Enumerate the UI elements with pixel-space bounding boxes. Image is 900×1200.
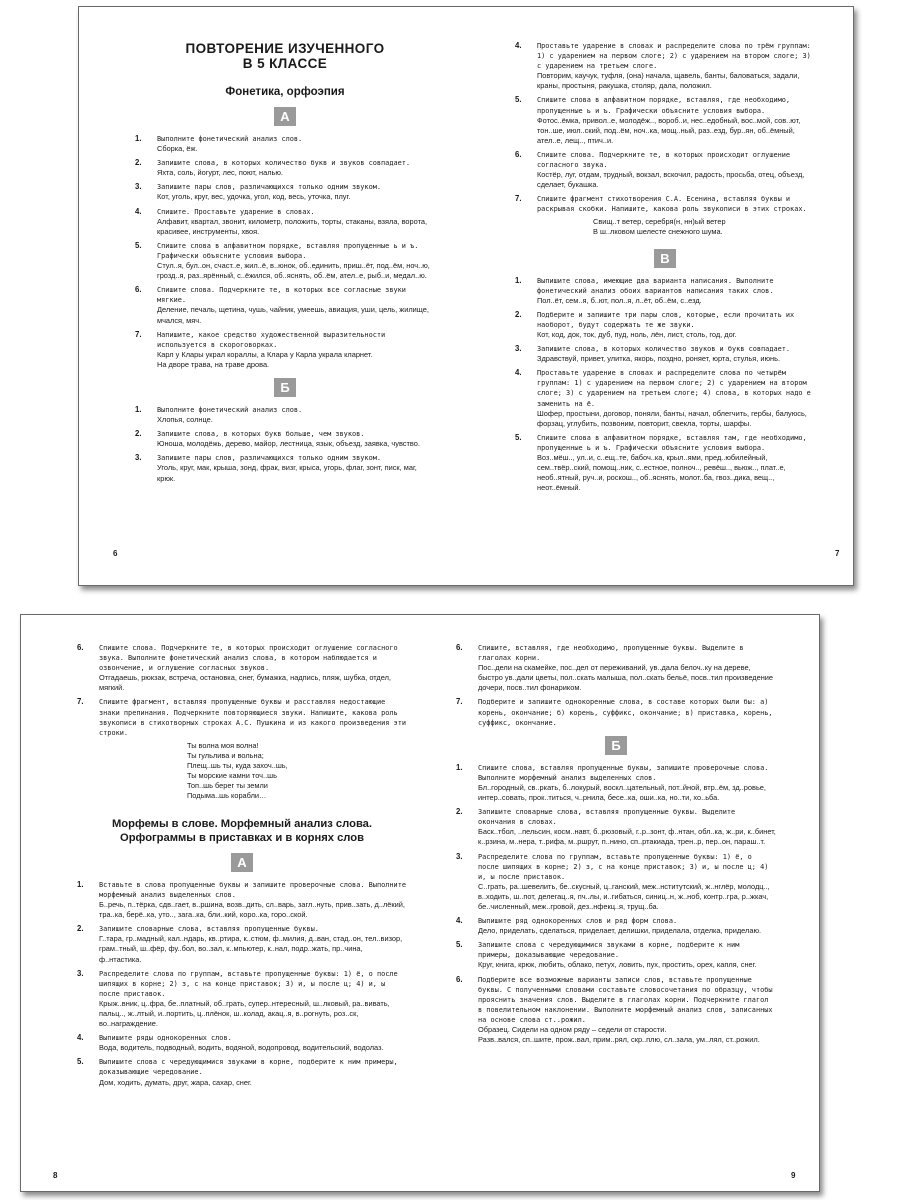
task-item	[456, 916, 776, 936]
task-item	[135, 330, 435, 370]
task-item	[515, 150, 815, 190]
task-instruction: Спишите слова. Подчеркните те, в которых все согласные звуки мягкие.	[157, 286, 406, 305]
task-number: 1.	[135, 404, 142, 414]
level-a-badge: А	[231, 853, 253, 872]
task-item	[515, 310, 815, 340]
task-item	[135, 405, 435, 425]
task-item	[135, 429, 435, 449]
page-9	[456, 643, 776, 1049]
task-number: 7.	[456, 697, 463, 707]
task-number: 6.	[456, 974, 463, 984]
task-instruction: Выпишите слова, имеющие два варианта написания. Выполните фонетический анализ обоих вариантов написания таких слов.	[537, 276, 774, 295]
task-words: Яхта, соль, йогурт, лес, поют, налью.	[157, 168, 283, 178]
task-header	[515, 41, 815, 71]
task-words: Хлопья, солнце.	[157, 415, 213, 425]
task-words: Круг, книга, крюк, любить, облако, петух, ловить, пух, простить, орех, капля, снег.	[478, 960, 757, 970]
task-item	[135, 182, 435, 202]
tasks-a-cont	[515, 41, 815, 215]
task-number: 6.	[135, 285, 142, 295]
task-words: Шофер, простыни, договор, поняли, банты, начал, облегчить, гербы, балуюсь, форзац, углубить, позвоним, повторит, свекла, торты, шарфы.	[537, 408, 807, 428]
task-words: Воз..мёш.., ул..и, с..ещ..те, бабоч..ка, крыл..ями, пред..юбилейный, сем..твёр..ский, помощ..ник, с..естное, полноч.., ревёш.., вьюж.., плат..е, необ..ятный, руч..и, роскош.., об..яснять, молот..ба, гвоз..дика, вещ.., неот..ёмный.	[537, 453, 786, 493]
task-item	[456, 643, 776, 693]
task-item	[135, 285, 435, 325]
poem-line: Ты волна моя волна!	[187, 740, 259, 750]
task-item	[515, 276, 815, 306]
poem-line: Ты гульлива и вольна;	[187, 750, 264, 760]
task-header	[77, 1057, 407, 1077]
task-number: 6.	[456, 643, 463, 652]
task-item	[77, 969, 407, 1030]
task-instruction: Спишите слова в алфавитном порядке, вставляя пропущенные ь и ъ. Графически объясните условия выбора.	[157, 241, 419, 260]
task-header	[515, 95, 815, 115]
task-header	[515, 150, 815, 170]
task-item	[77, 643, 407, 693]
task-item	[456, 807, 776, 847]
task-instruction: Запишите словарные слова, вставляя пропущенные буквы.	[99, 925, 319, 934]
task-instruction: Спишите фрагмент стихотворения С.А. Есенина, вставляя буквы и раскрывая скобки. Напишите, какова роль звукописи в этих строках.	[537, 195, 807, 214]
task-instruction: Проставьте ударение в словах и распределите слова по четырём группам: 1) с ударением на первом слоге; 2) с ударением на втором слоге; 3) с ударением на третьем слоге; 4) слова, в которых надо е заменить на ё.	[537, 369, 811, 408]
task-instruction: Распределите слова по группам, вставьте пропущенные буквы: 1) ё, о после шипящих в корне; 2) з, с на конце приставок; 3) и, ы после ц; 4) и, ы после приставок.	[478, 852, 769, 881]
section-title-line-2: Орфограммы в приставках и в корнях слов	[120, 831, 364, 844]
task-header	[135, 330, 435, 350]
task-item	[515, 368, 815, 429]
task-instruction: Выпишите слова с чередующимися звуками в корне, подберите к ним примеры, доказывающие чередование.	[99, 1058, 398, 1077]
page-8	[77, 643, 407, 1092]
task-instruction: Вставьте в слова пропущенные буквы и запишите проверочные слова. Выполните морфемный анализ выделенных слов.	[99, 880, 406, 899]
task-instruction: Запишите пары слов, различающихся только одним звуком.	[157, 183, 382, 192]
task-header	[77, 643, 407, 673]
task-header	[135, 453, 435, 463]
task-item	[456, 852, 776, 913]
poem-line: Топ..шь берег ты земли	[187, 780, 268, 790]
page-number: 8	[53, 1171, 58, 1180]
task-header	[77, 880, 407, 900]
task-number: 3.	[77, 968, 84, 978]
task-header	[456, 852, 776, 882]
task-number: 7.	[515, 194, 522, 204]
top-spread	[78, 6, 854, 586]
poem-line: Ты морские камни точ..шь	[187, 770, 277, 780]
task-item	[135, 241, 435, 281]
task-number: 5.	[515, 432, 522, 442]
task-words: Стул..я, бул..он, счаст..е, жил..ё, в..юнок, об..единить, приш..ёт, под..ём, ноч..ю, грозд..я, раз..ярённый, с..ёжился, об..яснять, об..ём, ател..е, рыб..и, медал..ю.	[157, 261, 430, 281]
task-instruction: Запишите слова, в которых количество звуков и букв совпадает.	[537, 345, 791, 354]
task-words: Образец. Сидели на одном ряду – седели от старости. Разв..вался, сп..шите, прож..вал, прим..рял, скр..плю, сл..зала, ум..лял, ст..рожил.	[478, 1025, 760, 1045]
poem-line: Подыма..шь корабли…	[187, 790, 267, 800]
task-header	[135, 241, 435, 261]
task-instruction: Спишите. Проставьте ударение в словах.	[157, 207, 315, 216]
task-words: Дом, ходить, думать, друг, жара, сахар, снег.	[99, 1077, 252, 1087]
section-title	[77, 817, 407, 845]
task-words: Алфавит, квартал, звонит, километр, положить, торты, стаканы, взяла, ворота, красивее, инструменты, хвоя.	[157, 216, 428, 236]
task-words: Баск..тбол, ..пельсин, косм..навт, б..рюзовый, г..р..зонт, ф..нтан, обл..ка, ж..ри, к..бинет, к..рзина, м..нера, т..рифа, м..ршрут, п..нино, сп..ртакиада, трен..р, пер..он, параш..т.	[478, 827, 776, 847]
task-header	[456, 763, 776, 783]
task-instruction: Подберите и запишите однокоренные слова, в составе которых были бы: а) корень, окончание; б) корень, суффикс, окончание; в) приставка, корень, суффикс, окончание.	[478, 698, 773, 727]
task-header	[515, 310, 815, 330]
task-header	[456, 975, 776, 1025]
task-number: 6.	[515, 149, 522, 159]
task-item	[135, 453, 435, 483]
page-number: 6	[113, 549, 118, 558]
task-item	[135, 158, 435, 178]
task-item	[456, 763, 776, 803]
task-header	[135, 182, 435, 192]
tasks-a-cont	[456, 643, 776, 728]
task-words: С..грать, ра..шевелить, бе..скусный, ц..ганский, меж..нститутский, ж..нглёр, молодц.., в..ходить, ш..пот, делегац..я, пч..лы, и..гибаться, синиц..н, ж..ноб, контр..гра, р..жкач, бе..численный, меж..гровой, дез..нфекц..я, трущ..ба.	[478, 881, 770, 911]
task-words: Юноша, молодёжь, дерево, майор, лестница, язык, объезд, заявка, чувство.	[157, 439, 420, 449]
task-number: 2.	[77, 924, 84, 934]
level-v-badge: В	[654, 249, 676, 268]
task-header	[135, 429, 435, 439]
task-number: 4.	[515, 41, 522, 50]
task-number: 3.	[135, 182, 142, 192]
task-header	[515, 276, 815, 296]
task-number: 3.	[456, 851, 463, 861]
task-instruction: Спишите слова в алфавитном порядке, вставляя, где необходимо, пропущенные ь и ъ. Графически объясните условия выбора.	[537, 96, 791, 115]
task-number: 4.	[135, 206, 142, 216]
chapter-title-line-2: В 5 КЛАССЕ	[242, 56, 328, 71]
tasks-top	[77, 643, 407, 738]
task-instruction: Спишите фрагмент, вставляя пропущенные буквы и расставляя недостающие знаки препинания. Подчеркните повторяющиеся звуки. Напишите, какова роль звукописи в стихотворных строках А.С. Пушкина и из какого произведения эти строки.	[99, 698, 406, 737]
task-instruction: Запишите пары слов, различающихся только одним звуком.	[157, 454, 382, 463]
task-header	[77, 924, 407, 934]
level-b-badge: Б	[274, 378, 296, 397]
task-words: Б..речь, п..тёрка, сдв..гает, в..ршина, возв..дить, сл..варь, загл..нуть, прив..зать, д..лёкий, тра..ка, берё..ка, уто.., загa..ка, бли..кий, коро..ка, горо..ской.	[99, 900, 405, 920]
task-header	[515, 433, 815, 453]
task-words: Карл у Клары украл кораллы, а Клара у Карла украла кларнет. На дворе трава, на траве дрова.	[157, 349, 373, 369]
task-header	[456, 940, 776, 960]
poem-line: В ш..лковом шелесте снежного шума.	[593, 226, 723, 236]
task-words: Уголь, круг, мак, крыша, зонд, фрак, визг, крыса, угорь, флаг, зонт, писк, маг, крюк.	[157, 463, 417, 483]
task-header	[135, 134, 435, 144]
task-instruction: Выполните фонетический анализ слов.	[157, 405, 303, 414]
task-instruction: Выпишите ряд однокоренных слов и ряд форм слова.	[478, 917, 678, 926]
task-header	[77, 697, 407, 737]
task-number: 4.	[77, 1033, 84, 1043]
task-item	[77, 1033, 407, 1053]
level-a-badge: А	[274, 107, 296, 126]
chapter-title	[135, 41, 435, 71]
task-words: Сборка, ёж.	[157, 144, 198, 154]
task-instruction: Спишите слова. Подчеркните те, в которых происходит оглушение согласного звука.	[537, 150, 791, 170]
task-number: 5.	[515, 95, 522, 105]
task-number: 6.	[77, 643, 84, 652]
page-6	[135, 7, 435, 488]
task-number: 4.	[456, 916, 463, 926]
task-instruction: Запишите слова, в которых букв больше, чем звуков.	[157, 430, 365, 439]
task-words: Дело, приделать, сделаться, приделает, делишки, приделала, отделка, приделаю.	[478, 926, 762, 936]
task-item	[515, 433, 815, 494]
task-number: 1.	[456, 762, 463, 772]
task-header	[77, 1033, 407, 1043]
task-number: 1.	[515, 275, 522, 285]
task-instruction: Запишите словарные слова, вставляя пропущенные буквы. Выделите окончания в словах.	[478, 808, 736, 827]
poem-line: Плещ..шь ты, куда захоч..шь,	[187, 760, 288, 770]
tasks-a	[135, 134, 435, 370]
task-header	[77, 969, 407, 999]
task-number: 2.	[456, 807, 463, 817]
task-instruction: Запишите слова, в которых количество букв и звуков совпадает.	[157, 159, 411, 168]
poem	[515, 217, 815, 237]
task-number: 2.	[515, 309, 522, 319]
section-title: Фонетика, орфоэпия	[225, 86, 345, 98]
level-b-badge: Б	[605, 736, 627, 755]
task-instruction: Выпишите ряды однокоренных слов.	[99, 1034, 232, 1043]
task-number: 4.	[515, 368, 522, 378]
task-header	[515, 344, 815, 354]
page-number: 9	[791, 1171, 796, 1180]
task-number: 5.	[77, 1057, 84, 1067]
chapter-title-line-1: ПОВТОРЕНИЕ ИЗУЧЕННОГО	[185, 41, 385, 56]
tasks-a	[77, 880, 407, 1088]
poem-line: Свищ..т ветер, серебря(н, нн)ый ветер	[593, 216, 726, 226]
task-words: Здравствуй, привет, улитка, якорь, поздно, роняет, юрта, стулья, июнь.	[537, 354, 781, 364]
task-words: Крыж..вник, ц..фра, бе..платный, об..грать, супер..нтересный, ш..лковый, ра..вивать, пальц.., ж..лтый, и..портить, ц..плёнок, ш..колад, акац..я, в..рогнуть, роз..ск, во..награждение.	[99, 998, 390, 1029]
task-instruction: Спишите слова, вставляя пропущенные буквы, запишите проверочные слова. Выполните морфемный анализ выделенных слов.	[478, 763, 769, 782]
task-words: Вода, водитель, подводный, водить, водяной, водопровод, водительский, водолаз.	[99, 1043, 384, 1053]
task-header	[515, 368, 815, 408]
task-item	[515, 95, 815, 145]
task-item	[515, 194, 815, 214]
task-item	[515, 344, 815, 364]
task-item	[77, 1057, 407, 1087]
task-words: Бл..городный, св..ркать, б..локурый, воскл..цательный, пот..йной, втр..ём, зд..ровье, интер..совать, прок..титься, ч..рнила, бесе..ка, оши..ка, но..ти, хо..ьба.	[478, 782, 766, 803]
task-number: 5.	[456, 940, 463, 950]
task-words: Деление, печаль, щетина, чушь, чайник, умеешь, авиация, уши, цель, жилище, мчался, мяч.	[157, 305, 429, 325]
task-words: Повторим, каучук, туфля, (она) начала, щавель, банты, баловаться, задали, краны, простыня, ракушка, столяр, дала, положил.	[537, 71, 800, 91]
bottom-spread	[20, 614, 820, 1192]
task-words: Кот, уголь, круг, вес, удочка, угол, код, весь, уточка, плуг.	[157, 192, 351, 202]
task-item	[77, 697, 407, 737]
task-words: Костёр, луг, отдам, трудный, вокзал, вскочил, радость, просьба, отец, объезд, сделает, букашка.	[537, 170, 805, 190]
task-header	[456, 697, 776, 727]
task-number: 2.	[135, 158, 142, 168]
task-words: Г..тара, гр..мадный, кал..ндарь, кв..ртира, к..стюм, ф..милия, д..ван, стад..он, тел..визор, грам..тный, ш..фёр, фу..бол, во..зал, к..мпьютер, к..нал, подр..жать, пр..чина, ф..нтастика.	[99, 934, 403, 964]
task-number: 5.	[135, 240, 142, 250]
task-header	[456, 916, 776, 926]
task-header	[135, 158, 435, 168]
poem	[77, 741, 407, 801]
section-title-line-1: Морфемы в слове. Морфемный анализ слова.	[111, 817, 372, 830]
task-words: Пол..ёт, сем..я, б..ют, пол..я, л..ёт, об..ём, с..езд.	[537, 295, 702, 305]
task-number: 1.	[77, 879, 84, 889]
task-instruction: Выполните фонетический анализ слов.	[157, 135, 303, 143]
task-instruction: Распределите слова по группам, вставьте пропущенные буквы: 1) ё, о после шипящих в корне; 2) з, с на конце приставок; 3) и, ы после ц; 4) и, ы после приставок.	[99, 969, 398, 998]
task-number: 2.	[135, 429, 142, 439]
task-header	[135, 405, 435, 415]
task-item	[456, 975, 776, 1046]
task-words: Кот, код, док, ток, дуб, пуд, ноль, лён, лист, столь, год, дог.	[537, 329, 737, 339]
tasks-b	[135, 405, 435, 484]
task-item	[515, 41, 815, 91]
task-header	[135, 207, 435, 217]
task-words: Фотос..ёмка, привол..е, молодёж.., вороб..и, нес..едобный, вос..мой, сов..ют, тон..ше, июл..ский, под..ём, ноч..ка, мощ..ный, раз..езд, бур..ян, об..ёмный, ател..е, лещ.., птич..и.	[537, 115, 801, 145]
task-number: 3.	[135, 453, 142, 463]
task-number: 3.	[515, 344, 522, 354]
task-instruction: Спишите слова в алфавитном порядке, вставляя там, где необходимо, пропущенные ь и ъ. Графически объясните условия выбора.	[537, 433, 807, 452]
task-header	[135, 285, 435, 305]
task-instruction: Спишите, вставляя, где необходимо, пропущенные буквы. Выделите в глаголах корни.	[478, 644, 744, 663]
task-number: 7.	[135, 329, 142, 339]
task-header	[456, 643, 776, 663]
tasks-v	[515, 276, 815, 494]
task-header	[515, 194, 815, 214]
task-item	[135, 134, 435, 154]
task-item	[135, 207, 435, 237]
task-item	[77, 924, 407, 964]
task-words: Пос..дели на скамейке, пос..дел от переживаний, ув..дала белоч..ку на дереве, быстро ув..дали цветы, пол..скать малыша, пол..скать бельё, посв..тил произведение дочери, посв..тил фонариком.	[478, 663, 774, 693]
page-7	[515, 41, 815, 497]
task-item	[77, 880, 407, 920]
tasks-b	[456, 763, 776, 1045]
page-number: 7	[835, 549, 840, 558]
task-instruction: Подберите все возможные варианты записи слов, вставьте пропущенные буквы. С полученными словами составьте словосочетания по образцу, чтобы прояснить значения слов. Выделите в глаголах корни. Подчеркните глагол в повелительном наклонении. Выполните морфемный анализ слов, записанных на основе слова ст..рожил.	[478, 975, 773, 1024]
task-instruction: Спишите слова. Подчеркните те, в которых происходит оглушение согласного звука. Выполните фонетический анализ слова, в котором наблюдается и озвончение, и оглушение согласных звуков.	[99, 644, 398, 673]
task-header	[456, 807, 776, 827]
task-number: 7.	[77, 697, 84, 707]
task-instruction: Проставьте ударение в словах и распределите слова по трём группам: 1) с ударением на первом слоге; 2) с ударением на втором слоге; 3) с ударением на третьем слоге.	[537, 42, 811, 71]
task-words: Отгадаешь, рюкзак, встреча, остановка, снег, бумажка, надпись, пляж, шубка, отдел, мягкий.	[99, 673, 391, 693]
task-item	[456, 940, 776, 970]
task-item	[456, 697, 776, 727]
task-instruction: Напишите, какое средство художественной выразительности используется в скороговорках.	[157, 330, 386, 349]
task-instruction: Подберите и запишите три пары слов, которые, если прочитать их наоборот, будут содержать те же звуки.	[537, 310, 795, 329]
task-instruction: Запишите слова с чередующимися звуками в корне, подберите к ним примеры, доказывающие чередование.	[478, 941, 740, 960]
task-number: 1.	[135, 134, 142, 143]
